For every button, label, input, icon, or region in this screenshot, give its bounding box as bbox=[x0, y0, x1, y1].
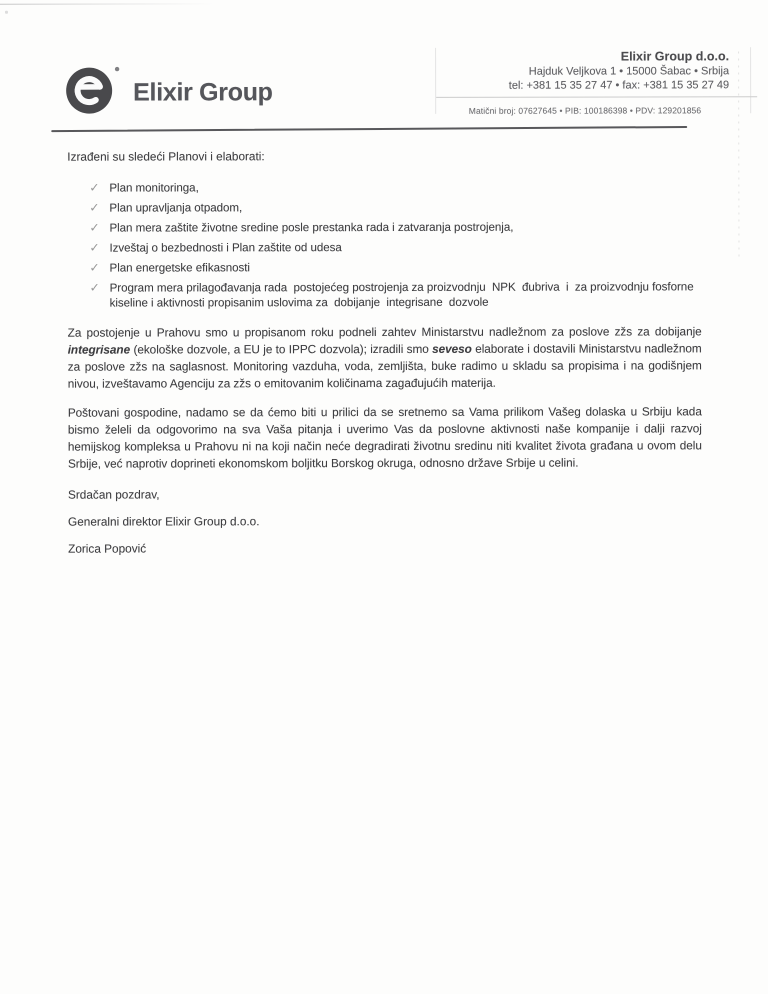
scan-artifact-vertical-line bbox=[738, 51, 739, 261]
company-logo bbox=[65, 64, 273, 121]
contact-address: Hajduk Veljkova 1 • 15000 Šabac • Srbija bbox=[528, 65, 730, 78]
contact-phone-fax: tel: +381 15 35 27 47 • fax: +381 15 35 27 49 bbox=[508, 79, 730, 92]
checklist-item-text: Plan upravljanja otpadom, bbox=[109, 201, 243, 215]
brand-wordmark: Elixir Group bbox=[133, 78, 273, 107]
letterhead bbox=[0, 0, 767, 116]
checklist-item-text: Plan mera zaštite životne sredine posle prestanka rada i zatvaranja postrojenja, bbox=[109, 220, 514, 235]
checklist-item-text: Program mera prilagođavanja rada postojećeg postrojenja za proizvodnju NPK đubriva i za proizvodnju fosforne kiseline i aktivnosti propisanim uslovima za dobijanje integrisane dozvole bbox=[109, 280, 697, 310]
scan-artifact-speck bbox=[5, 11, 8, 14]
check-icon: ✓ bbox=[89, 240, 100, 255]
elixir-e-logo-icon bbox=[65, 65, 121, 122]
checklist-item bbox=[89, 199, 701, 215]
contact-block-left-rule bbox=[435, 48, 436, 114]
contact-block bbox=[469, 49, 730, 116]
check-icon: ✓ bbox=[89, 220, 100, 235]
closing-salutation: Srdačan pozdrav, bbox=[67, 487, 160, 502]
check-icon: ✓ bbox=[89, 200, 100, 215]
check-icon: ✓ bbox=[89, 180, 100, 195]
scan-artifact-top-line bbox=[0, 3, 214, 4]
checklist-item-text: Plan monitoringa, bbox=[109, 181, 199, 195]
emphasis-integrisane: integrisane bbox=[67, 342, 131, 357]
checklist-item-text: Plan energetske efikasnosti bbox=[109, 261, 250, 275]
signer-title: Generalni direktor Elixir Group d.o.o. bbox=[68, 514, 260, 529]
checklist-item bbox=[89, 219, 701, 235]
paragraph-visit: Poštovani gospodine, nadamo se da ćemo biti u prilici da se sretnemo sa Vama prilikom Vašeg dolaska u Srbiju kada bismo želeli da odgovorimo na sva Vaša pitanja i uverimo Vas da poslovne aktivnosti naše kompanije i dalji razvoj hemijskog kompleksa u Prahovu ni na koji način neće degradirati životnu sredinu niti kvalitet života građana u ovom delu Srbije, već naprotiv doprineti ekonomskom boljitku Borskog okruga, odnosno države Srbije u celini. bbox=[67, 404, 702, 471]
checklist-item-text: Izveštaj o bezbednosti i Plan zaštite od udesa bbox=[109, 241, 342, 255]
paragraph-permits-seg2: (ekološke dozvole, a EU je to IPPC dozvola); izradili smo bbox=[130, 341, 433, 357]
contact-company-name: Elixir Group d.o.o. bbox=[620, 49, 730, 64]
letter-body bbox=[67, 138, 702, 557]
checklist-item bbox=[89, 239, 701, 255]
checklist-item bbox=[89, 179, 701, 195]
paragraph-permits-seg1: Za postojenje u Prahovu smo u propisanom roku podneli zahtev Ministarstvu nadležnom za poslove zžs za dobijanje bbox=[67, 324, 702, 340]
emphasis-seveso: seveso bbox=[432, 341, 472, 356]
letterhead-divider bbox=[51, 126, 687, 132]
intro-line: Izrađeni su sledeći Planovi i elaborati: bbox=[67, 149, 265, 164]
check-icon: ✓ bbox=[89, 280, 100, 295]
checklist-item bbox=[90, 259, 702, 275]
plans-checklist bbox=[67, 179, 701, 310]
signer-name: Zorica Popović bbox=[68, 541, 147, 556]
checklist-item bbox=[90, 279, 702, 310]
contact-registration-numbers: Matični broj: 07627645 • PIB: 100186398 • PDV: 129201856 bbox=[468, 105, 702, 116]
check-icon: ✓ bbox=[89, 260, 100, 275]
paragraph-permits-seg3: elaborate i dostavili Ministarstvu nadležnom za poslove zžs na saglasnost. Monitoring vazduha, voda, zemljišta, buke radimo u skladu sa propisima i na godišnjem nivou, izveštavamo Agenciju za zžs o emitovanim količinama zagađujućih materija. bbox=[67, 341, 702, 391]
contact-block-right-rule bbox=[750, 47, 751, 113]
paragraph-permits bbox=[68, 323, 702, 392]
